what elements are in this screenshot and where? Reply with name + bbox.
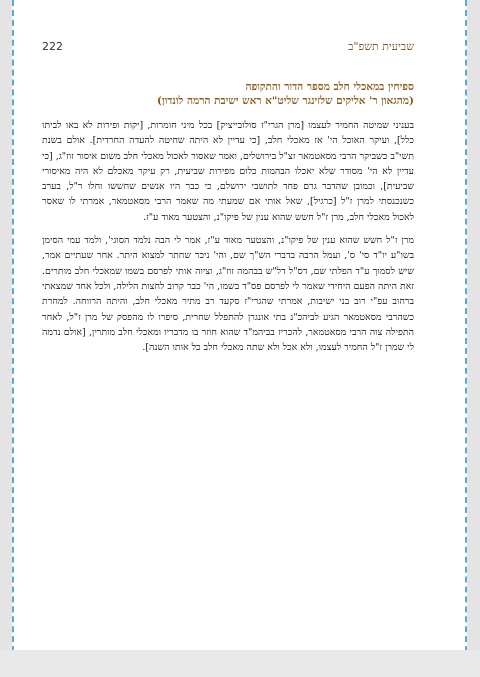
viewer-bottom-strip [0,650,480,677]
chapter-subtitle: (מהגאון ר' אליקים שלזינגר שליט"א ראש ישיבת הרמה לונדון) [156,95,414,107]
paragraph: מרן ז"ל חשש שהוא ענין של פיקו"נ, והצטער מאוד ע"ז, אמר לי הבה נלמד הסוגי', ולמד עמי הסימן בשו"ע יו"ד סי' ס', ועמל הרבה בדברי הש"ך שם, והי' ניכר שחתר למצוא היתר. אחר שעתיים אמר, שיש לסמוך ע"ד הפלתי שם, דס"ל דל"ש בבהמה זוז"ג, וציוה אותי לפרסם בשמו שמאכלי חלב מותרים. זאת היתה הפעם היחידי שאמר לי לפרסם פס"ד בשמו, הי' כבר קרוב לחצות הלילה, ולכל אחד שמצאתי ברחוב עפ"י רוב בני ישיבות, אמרתי שהגרי"ז סקעד רב מתיר מאכלי חלב, והיתה הרווחה. למחרת כשהרבי מסאטמאר הגיע לביהכ"נ בתי אונגרן להתפלל שחרית, סיפרו לו מהפסק של מרן ז"ל, לאחר התפילה צוה הרבי מסאטמאר, להכריז בביהמ"ד שהוא חוזר בו מדבריו ומאכלי חלב מותרין, [אולם נדמה לי שמרן ז"ל החמיר לעצמו, ולא אכל ולא שתה מאכלי חלב כל אותו השנה]. [42,235,414,354]
page-number: 222 [42,39,63,53]
body-text [42,118,414,363]
page-header [42,38,414,54]
chapter-title: ספיחין במאכלי חלב מספר הדור והתקופה [245,81,414,93]
chapter-heading [42,80,414,108]
running-head-title: שביעית תשפ"ב [348,39,414,53]
paragraph: בעניני שמיטה החמיר לעצמו [מרן הגרי"ז סולובייציק] בכל מיני חומרות, [יקות ופירות לא באו לביתו כלל], ועיקר האוכל הי' אז מאכלי חלב, [כי עדיין לא היתה שחיטה להעדה החרדית]. אולם בשנת תשי"ב כשביקר הרבי מסאטמאר זצ"ל בירושלים, ואמר שאסור לאכול מאכלי חלב משום איסור זוז"ג, [כי עדיין לא הי' מסודר שלא יאכלו הבהמות כלום מפירות שביעית, רק עיקר מאכלם לא היה מאיסורי שביעית], וכמובן שהדבר גרם פחד לתושבי ירושלם, כי כבר היו אנשים שחששו וחלו ר"ל, בערב כשנכנסתי למרן ז"ל [כרגיל], שאל אותי אם שמעתי מה שאמר הרבי מסאטמאר, אמרתי לו שאסר לאכול מאכלי חלב, מרן ז"ל חשש שהוא ענין של פיקו"נ, והצטער מאוד ע"ז. [42,120,414,223]
